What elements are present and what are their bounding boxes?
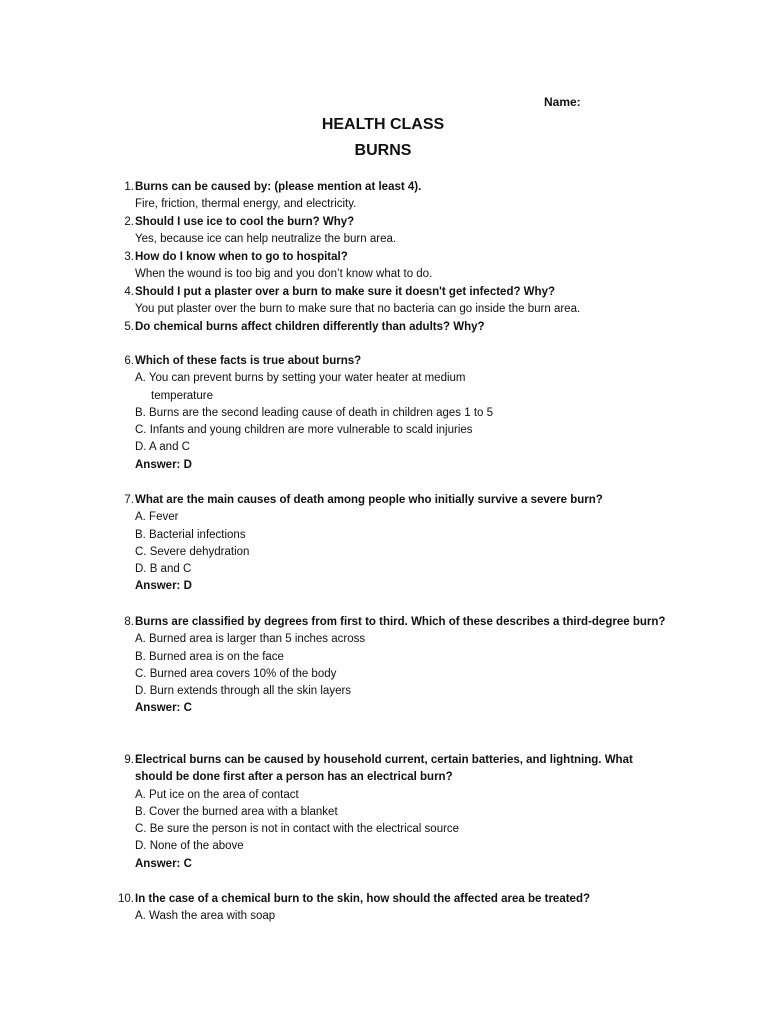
option-a-continued: temperature [151, 389, 214, 402]
answer-key: Answer: C [135, 702, 192, 715]
option-c: C. Infants and young children are more vulnerable to scald injuries [135, 424, 473, 437]
option-b: B. Bacterial infections [135, 528, 246, 541]
option-d: D. A and C [135, 441, 190, 454]
question-number: 7. [124, 494, 134, 506]
option-b: B. Cover the burned area with a blanket [135, 805, 338, 818]
question-number: 10. [118, 893, 134, 905]
question-body [135, 891, 670, 926]
question-text: Which of these facts is true about burns? [135, 355, 362, 367]
question-number: 1. [124, 181, 134, 193]
answer-key: Answer: C [135, 857, 192, 870]
question-number: 9. [124, 754, 134, 766]
question-text: Should I use ice to cool the burn? Why? [135, 216, 355, 228]
question-text: In the case of a chemical burn to the skin, how should the affected area be treated? [135, 893, 590, 905]
question-text: Do chemical burns affect children differently than adults? Why? [135, 321, 485, 333]
question-number: 6. [124, 355, 134, 367]
answer-text: Fire, friction, thermal energy, and electricity. [135, 198, 357, 211]
option-c: C. Severe dehydration [135, 545, 250, 558]
question-number: 8. [124, 616, 134, 628]
question-text: Burns can be caused by: (please mention at least 4). [135, 181, 422, 193]
option-a: A. Put ice on the area of contact [135, 788, 299, 801]
option-a: A. Burned area is larger than 5 inches across [135, 633, 366, 646]
option-a: A. Fever [135, 511, 179, 524]
answer-key: Answer: D [135, 580, 192, 593]
answer-text: You put plaster over the burn to make sure that no bacteria can go inside the burn area. [135, 303, 581, 316]
question-body [135, 492, 670, 596]
question-text: What are the main causes of death among people who initially survive a severe burn? [135, 494, 603, 506]
page-title: HEALTH CLASS [321, 116, 445, 133]
answer-key: Answer: D [135, 458, 192, 471]
option-d: D. Burn extends through all the skin layers [135, 685, 352, 698]
option-d: D. B and C [135, 563, 192, 576]
question-body [135, 752, 670, 873]
question-number: 4. [124, 286, 134, 298]
name-label: Name: [544, 95, 581, 109]
question-number: 3. [124, 251, 134, 263]
question-text: Should I put a plaster over a burn to make sure it doesn't get infected? Why? [135, 286, 555, 298]
option-a: A. You can prevent burns by setting your water heater at medium [135, 372, 466, 385]
answer-text: Yes, because ice can help neutralize the burn area. [135, 233, 397, 246]
option-c: C. Be sure the person is not in contact with the electrical source [135, 823, 460, 836]
option-a: A. Wash the area with soap [135, 910, 276, 923]
option-c: C. Burned area covers 10% of the body [135, 667, 337, 680]
question-number: 5. [124, 321, 134, 333]
answer-text: When the wound is too big and you don’t know what to do. [135, 268, 433, 281]
question-text: Burns are classified by degrees from first to third. Which of these describes a third-degree burn? [135, 616, 666, 628]
option-b: B. Burns are the second leading cause of death in children ages 1 to 5 [135, 406, 494, 419]
option-d: D. None of the above [135, 840, 244, 853]
option-b: B. Burned area is on the face [135, 650, 284, 663]
question-number: 2. [124, 216, 134, 228]
question-text: Electrical burns can be caused by household current, certain batteries, and lightning. What should be done first after a person has an electrical burn? [135, 754, 633, 784]
question-body [135, 614, 670, 718]
question-body [135, 353, 670, 474]
page-subtitle: BURNS [354, 142, 412, 159]
question-text: How do I know when to go to hospital? [135, 251, 348, 263]
